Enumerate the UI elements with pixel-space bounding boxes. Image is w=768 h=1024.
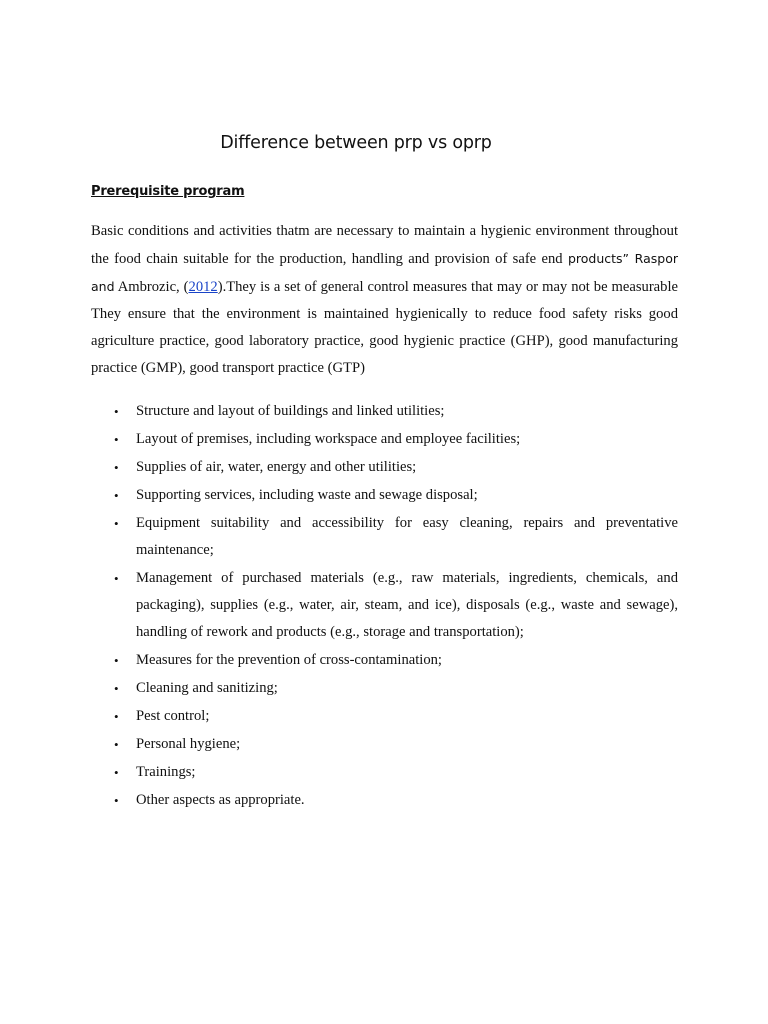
bullet-icon: • bbox=[114, 432, 119, 447]
list-item bbox=[91, 510, 678, 564]
list-item-text: Personal hygiene; bbox=[136, 736, 241, 752]
list-item-text: Other aspects as appropriate. bbox=[136, 792, 305, 808]
list-item bbox=[91, 454, 678, 481]
list-item-text: Equipment suitability and accessibility for easy cleaning, repairs and preventative maintenance; bbox=[136, 515, 678, 558]
bullet-icon: • bbox=[114, 404, 119, 419]
list-item-text: Management of purchased materials (e.g., raw materials, ingredients, chemicals, and packaging), supplies (e.g., water, air, steam, and ice), disposals (e.g., waste and sewage), handling of rework and products (e.g., storage and transportation); bbox=[136, 570, 678, 640]
list-item bbox=[91, 398, 678, 425]
list-item bbox=[91, 731, 678, 758]
bullet-icon: • bbox=[114, 653, 119, 668]
list-item-text: Trainings; bbox=[136, 764, 196, 780]
intro-paragraph bbox=[91, 218, 678, 382]
bullet-icon: • bbox=[114, 516, 119, 531]
list-item bbox=[91, 675, 678, 702]
page-title: Difference between prp vs oprp bbox=[220, 133, 492, 153]
list-item-text: Supporting services, including waste and sewage disposal; bbox=[136, 487, 478, 503]
paragraph-text-3: Ambrozic, ( bbox=[114, 279, 189, 295]
list-item bbox=[91, 482, 678, 509]
paragraph-text-4: ).They is a set of general control measures that may or may not be measurable They ensure that the environment is maintained hygienically to reduce food safety risks good agriculture practice, good laboratory practice, good hygienic practice (GHP), good manufacturing practice (GMP), good transport practice (GTP) bbox=[91, 279, 678, 376]
list-item-text: Supplies of air, water, energy and other utilities; bbox=[136, 459, 417, 475]
list-item-text: Structure and layout of buildings and linked utilities; bbox=[136, 403, 445, 419]
bullet-icon: • bbox=[114, 460, 119, 475]
bullet-icon: • bbox=[114, 793, 119, 808]
list-item bbox=[91, 759, 678, 786]
list-item bbox=[91, 787, 678, 814]
list-item bbox=[91, 703, 678, 730]
list-item bbox=[91, 647, 678, 674]
list-item-text: Layout of premises, including workspace and employee facilities; bbox=[136, 431, 521, 447]
bullet-icon: • bbox=[114, 681, 119, 696]
list-item-text: Cleaning and sanitizing; bbox=[136, 680, 278, 696]
list-item bbox=[91, 565, 678, 646]
bullet-icon: • bbox=[114, 737, 119, 752]
list-item-text: Pest control; bbox=[136, 708, 210, 724]
bullet-icon: • bbox=[114, 488, 119, 503]
list-item bbox=[91, 426, 678, 453]
bullet-list bbox=[91, 398, 678, 815]
section-heading: Prerequisite program bbox=[91, 184, 245, 199]
paragraph-text-1: Basic conditions and activities thatm are necessary to maintain a hygienic environment throughout the food chain suitable for the production, handling and provision of safe end bbox=[91, 223, 678, 267]
bullet-icon: • bbox=[114, 765, 119, 780]
bullet-icon: • bbox=[114, 571, 119, 586]
list-item-text: Measures for the prevention of cross-contamination; bbox=[136, 652, 442, 668]
citation-link[interactable]: 2012 bbox=[188, 279, 218, 295]
bullet-icon: • bbox=[114, 709, 119, 724]
paragraph-text-2: products” Raspor and bbox=[91, 251, 678, 294]
